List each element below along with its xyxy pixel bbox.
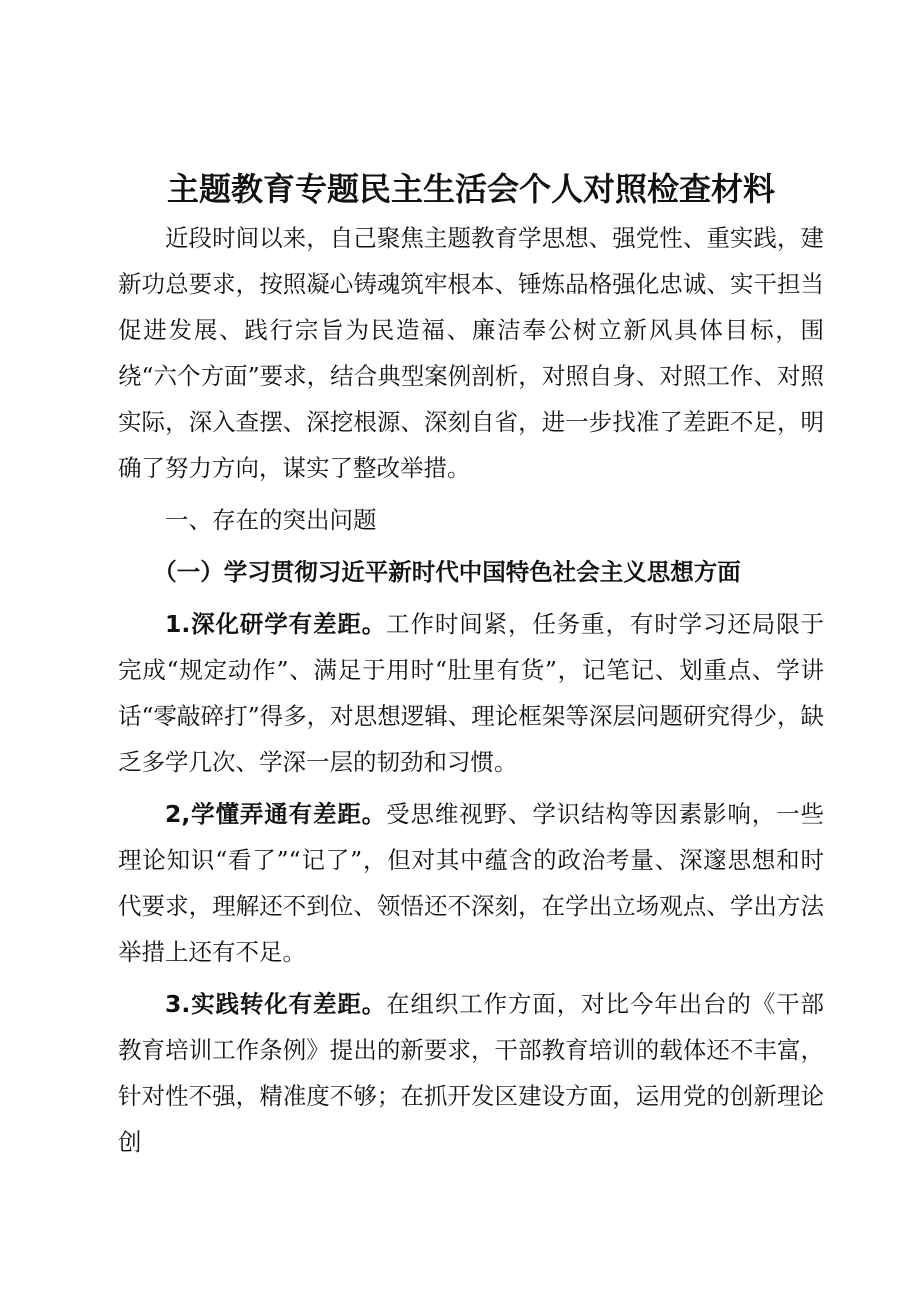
item-text-1: 工作时间紧，任务重，有时学习还局限于完成“规定动作”、满足于用时“肚里有货”，记笔记、划重点、学讲话“零敲碎打”得多，对思想逻辑、理论框架等深层问题研究得少，缺乏多学几次、学深一层的韧劲和习惯。 (118, 610, 825, 776)
item-paragraph-3 (118, 981, 824, 1165)
section-heading: 一、存在的突出问题 (165, 506, 377, 534)
item-text-3: 在组织工作方面，对比今年出台的《干部教育培训工作条例》提出的新要求，干部教育培训的载体还不丰富，针对性不强，精准度不够；在抓开发区建设方面，运用党的创新理论创 (118, 990, 825, 1156)
intro-paragraph: 近段时间以来，自己聚焦主题教育学思想、强党性、重实践，建新功总要求，按照凝心铸魂筑牢根本、锤炼品格强化忠诚、实干担当促进发展、践行宗旨为民造福、廉洁奉公树立新风具体目标，围绕“六个方面”要求，结合典型案例剖析，对照自身、对照工作、对照实际，深入查摆、深挖根源、深刻自省，进一步找准了差距不足，明确了努力方向，谋实了整改举措。 (118, 224, 824, 482)
item-text-2: 受思维视野、学识结构等因素影响，一些理论知识“看了”“记了”，但对其中蕴含的政治考量、深邃思想和时代要求，理解还不到位、领悟还不深刻，在学出立场观点、学出方法举措上还有不足。 (118, 800, 825, 966)
document-page (118, 165, 824, 1165)
document-title: 主题教育专题民主生活会个人对照检查材料 (166, 170, 775, 208)
item-paragraph-2 (118, 791, 824, 975)
item-lead-3: 3.实践转化有差距。 (165, 990, 387, 1018)
item-paragraph-1 (118, 601, 824, 785)
item-lead-1: 1.深化研学有差距。 (165, 610, 387, 638)
item-lead-2: 2,学懂弄通有差距。 (165, 800, 387, 828)
subsection-heading: （一）学习贯彻习近平新时代中国特色社会主义思想方面 (153, 558, 741, 586)
